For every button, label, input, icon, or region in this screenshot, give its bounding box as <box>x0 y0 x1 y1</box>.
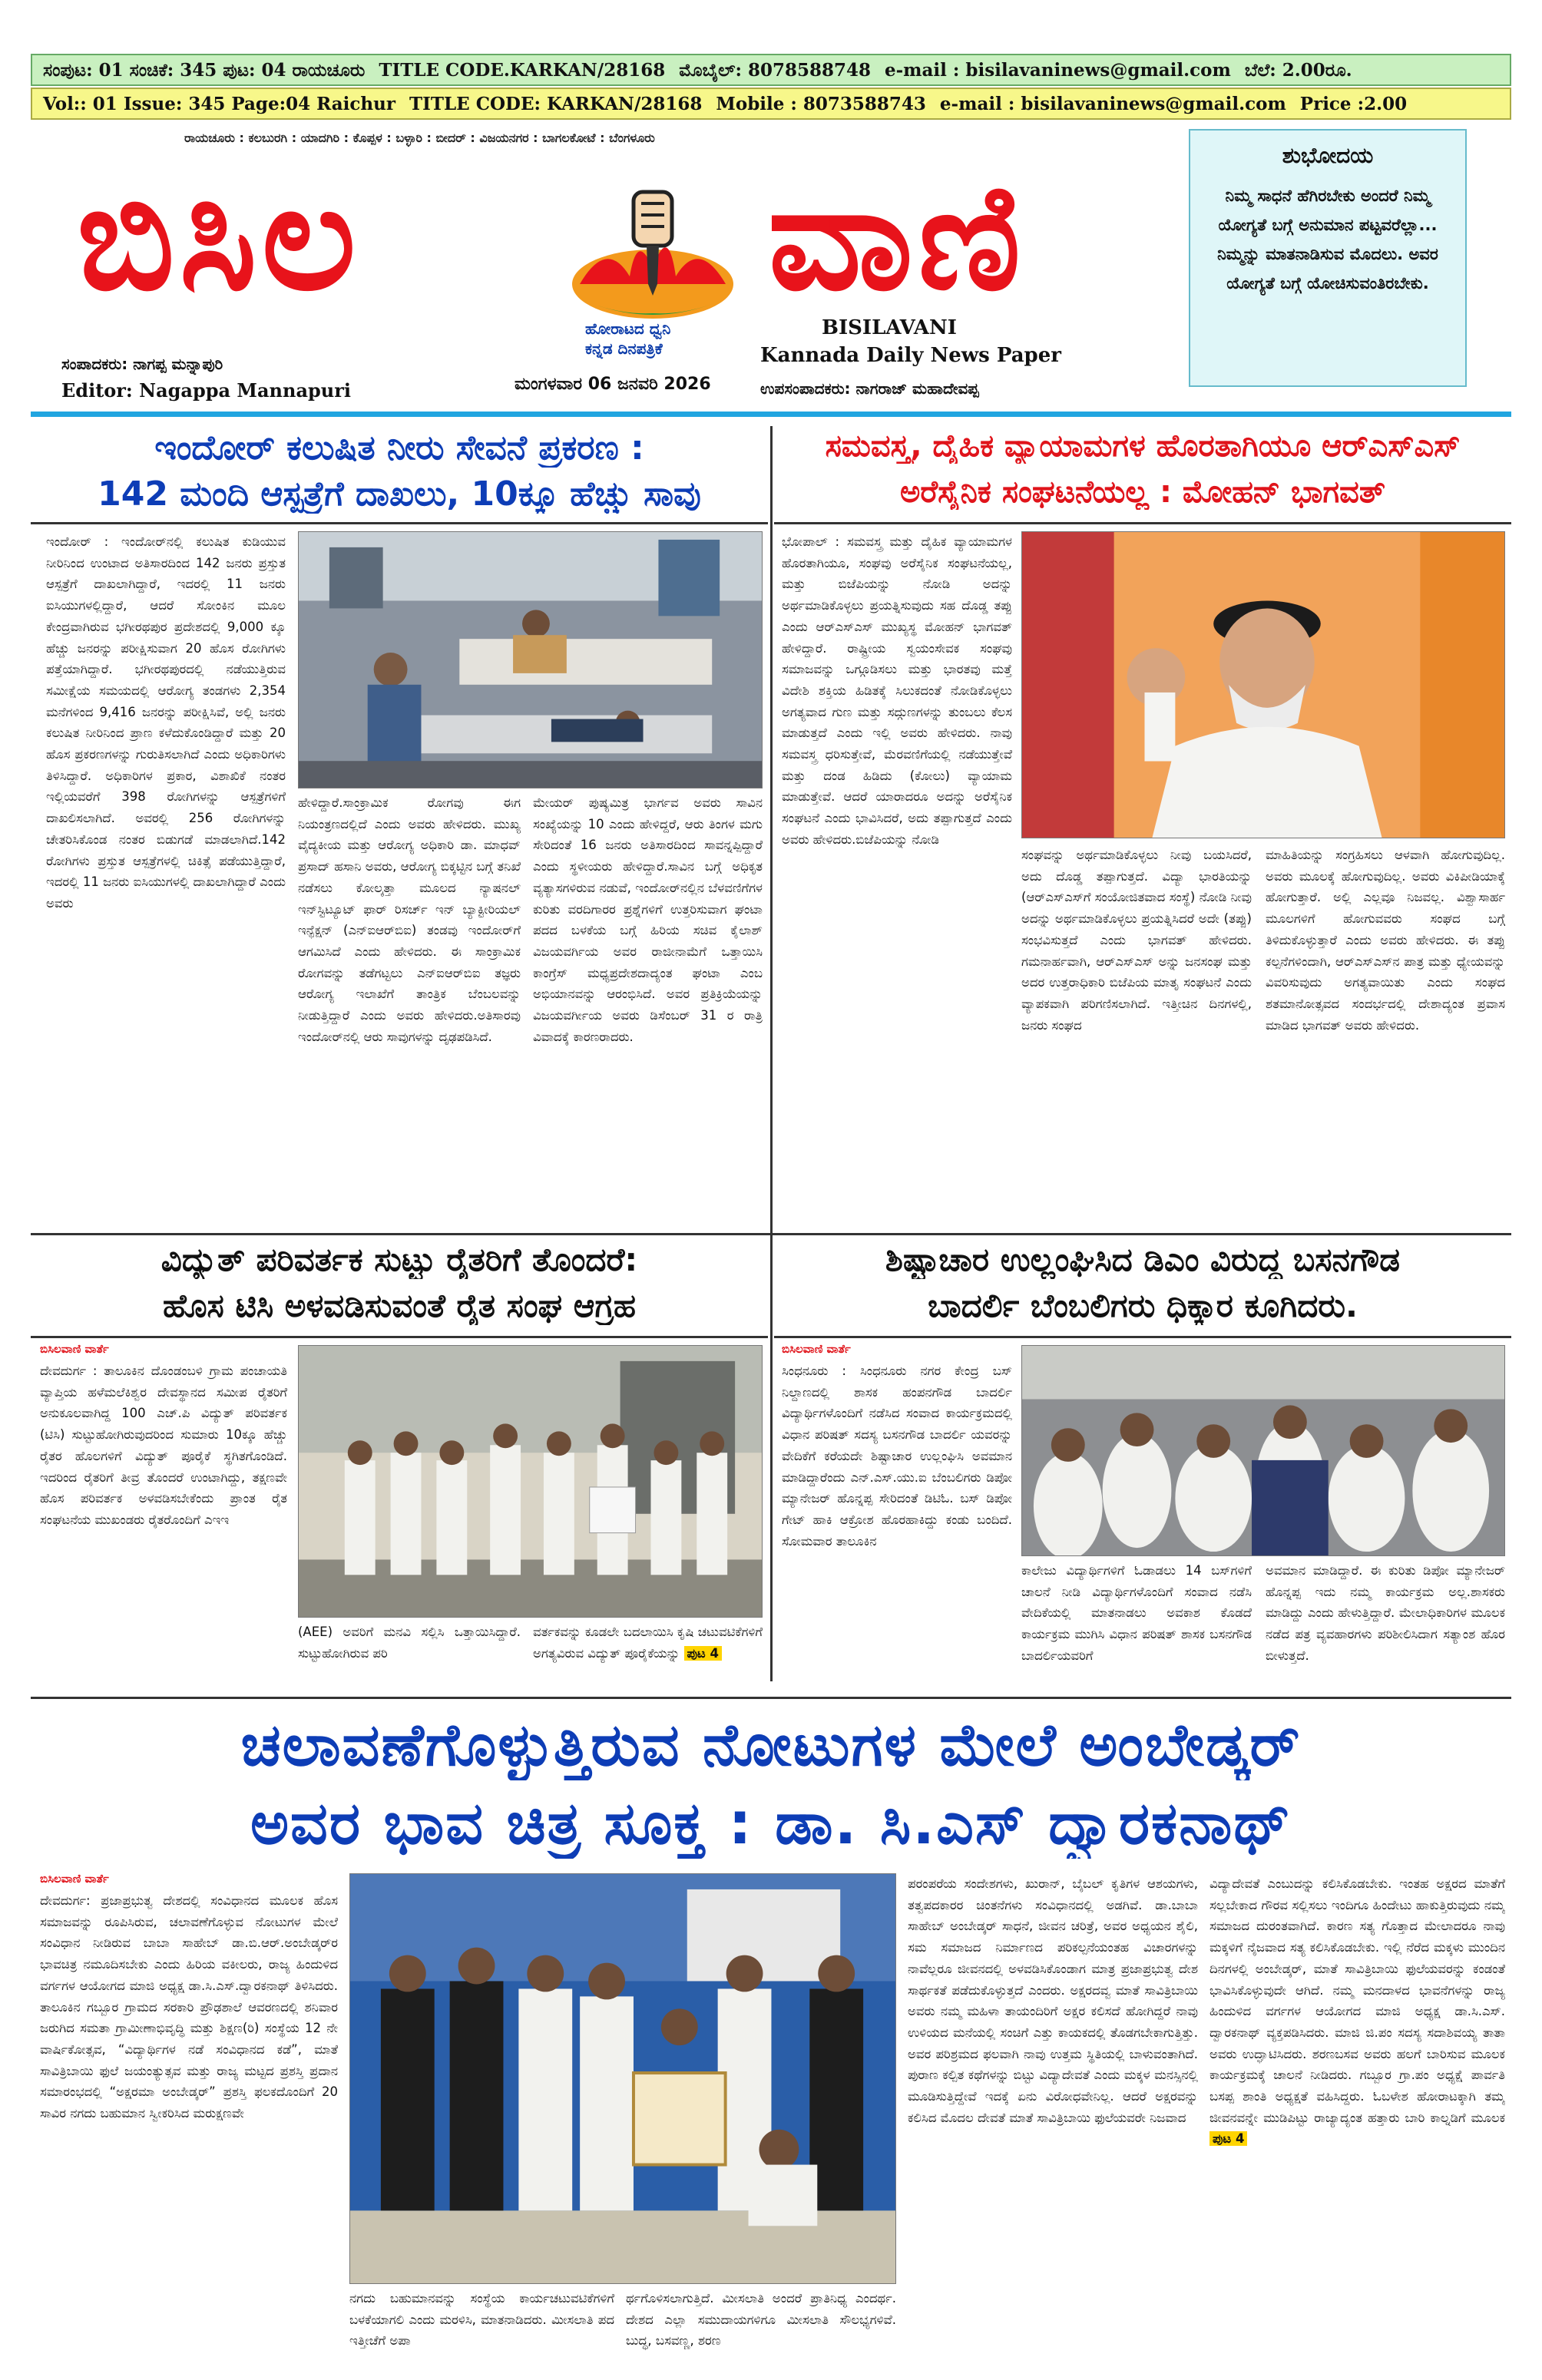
masthead <box>77 146 1183 369</box>
price: Price :2.00 <box>1299 93 1408 114</box>
story2-column-1: ಭೋಪಾಲ್ : ಸಮವಸ್ತ್ರ ಮತ್ತು ದೈಹಿಕ ವ್ಯಾಯಾಮಗಳ ಹೊರತಾಗಿಯೂ, ಸಂಘವು ಅರೆಸೈನಿಕ ಸಂಘಟನೆಯಲ್ಲ, ಮತ್ತು ಬಿಜೆಪಿಯನ್ನು ನೋಡಿ ಅದನ್ನು ಅರ್ಥಮಾಡಿಕೊಳ್ಳಲು ಪ್ರಯತ್ನಿಸುವುದು ಸಹ ದೊಡ್ಡ ತಪ್ಪು ಎಂದು ಆರ್‌ಎಸ್‌ಎಸ್ ಮುಖ್ಯಸ್ಥ ಮೋಹನ್ ಭಾಗವತ್ ಹೇಳಿದ್ದಾರೆ. ರಾಷ್ಟ್ರೀಯ ಸ್ವಯಂಸೇವಕ ಸಂಘವು ಸಮಾಜವನ್ನು ಒಗ್ಗೂಡಿಸಲು ಮತ್ತು ಭಾರತವು ಮತ್ತೆ ವಿದೇಶಿ ಶಕ್ತಿಯ ಹಿಡಿತಕ್ಕೆ ಸಿಲುಕದಂತೆ ನೋಡಿಕೊಳ್ಳಲು ಅಗತ್ಯವಾದ ಗುಣ ಮತ್ತು ಸದ್ಗುಣಗಳನ್ನು ತುಂಬಲು ಕೆಲಸ ಮಾಡುತ್ತದೆ ಎಂದು ಇಲ್ಲಿ ಅವರು ಹೇಳಿದರು. ನಾವು ಸಮವಸ್ತ್ರ ಧರಿಸುತ್ತೇವೆ, ಮೆರವಣಿಗೆಯಲ್ಲಿ ನಡೆಯುತ್ತೇವೆ ಮತ್ತು ದಂಡ ಹಿಡಿದು (ಕೋಲು) ವ್ಯಾಯಾಮ ಮಾಡುತ್ತೇವೆ. ಆದರೆ ಯಾರಾದರೂ ಅದನ್ನು ಅರೆಸೈನಿಕ ಸಂಘಟನೆ ಎಂದು ಭಾವಿಸಿದರೆ, ಅದು ತಪ್ಪಾಗುತ್ತದೆ ಎಂದು ಅವರು ಹೇಳಿದರು.ಬಿಜೆಪಿಯನ್ನು ನೋಡಿ <box>782 534 1012 847</box>
mobile-number: Mobile : 8073588743 <box>716 93 926 114</box>
story3-column-3 <box>533 1621 763 1691</box>
story5-column-1: ದೇವದುರ್ಗ: ಪ್ರಜಾಪ್ರಭುತ್ವ ದೇಶದಲ್ಲಿ ಸಂವಿಧಾನದ ಮೂಲಕ ಹೊಸ ಸಮಾಜವನ್ನು ರೂಪಿಸಿರುವ, ಚಲಾವಣೆಗೊಳ್ಳುವ ನೋಟುಗಳ ಮೇಲೆ ಸಂವಿಧಾನ ನೀಡಿರುವ ಬಾಬಾ ಸಾಹೇಬ್ ಡಾ.ಬಿ.ಆರ್.ಅಂಬೇಡ್ಕರ್‌ರ ಭಾವಚಿತ್ರ ನಮೂದಿಸಬೇಕು ಎಂದು ಹಿರಿಯ ವಕೀಲರು, ರಾಜ್ಯ ಹಿಂದುಳಿದ ವರ್ಗಗಳ ಆಯೋಗದ ಮಾಜಿ ಅಧ್ಯಕ್ಷ ಡಾ.ಸಿ.ಎಸ್.ದ್ವಾರಕನಾಥ್ ತಿಳಿಸಿದರು. ತಾಲೂಕಿನ ಗಬ್ಬೂರ ಗ್ರಾಮದ ಸರಕಾರಿ ಪ್ರೌಢಶಾಲೆ ಆವರಣದಲ್ಲಿ ಶನಿವಾರ ಜರುಗಿದ ಸಮತಾ ಗ್ರಾಮೀಣಾಭಿವೃದ್ಧಿ ಮತ್ತು ಶಿಕ್ಷಣ(ರಿ) ಸಂಸ್ಥೆಯ 12 ನೇ ವಾರ್ಷಿಕೋತ್ಸವ, “ವಿದ್ಯಾರ್ಥಿಗಳ ನಡೆ ಸಂವಿಧಾನದ ಕಡೆ”, ಮಾತೆ ಸಾವಿತ್ರಿಬಾಯಿ ಫುಲೆ ಜಯಂತ್ಯುತ್ಸವ ಮತ್ತು ರಾಜ್ಯ ಮಟ್ಟದ ಪ್ರಶಸ್ತಿ ಪ್ರದಾನ ಸಮಾರಂಭದಲ್ಲಿ “ಅಕ್ಷರಮಾ ಅಂಬೇಡ್ಕರ್” ಪ್ರಶಸ್ತಿ ಫಲಕದೊಂದಿಗೆ 20 ಸಾವಿರ ನಗದು ಬಹುಮಾನ ಸ್ವೀಕರಿಸಿದ ಮರುಕ್ಷಣವೇ <box>40 1893 338 2121</box>
title-code: TITLE CODE: KARKAN/28168 <box>409 93 703 114</box>
story4-headline-line1: ಶಿಷ್ಟಾಚಾರ ಉಲ್ಲಂಘಿಸಿದ ಡಿಎಂ ವಿರುದ್ಧ ಬಸನಗೌಡ <box>885 1241 1401 1278</box>
protest-crowd-photo <box>1021 1345 1505 1556</box>
page-center-divider <box>770 426 773 1681</box>
story3-column-1: ದೇವದುರ್ಗ : ತಾಲೂಕಿನ ದೊಂಡಂಬಳಿ ಗ್ರಾಮ ಪಂಚಾಯತಿ ವ್ಯಾಪ್ತಿಯ ಹಳೆಮಲೆಕಿಶ್ವರ ದೇವಸ್ಥಾನದ ಸಮೀಪ ರೈತರಿಗೆ ಅನುಕೂಲವಾಗಿದ್ದ 100 ಎಚ್.ಪಿ ವಿದ್ಯುತ್ ಪರಿವರ್ತಕ (ಟಿಸಿ) ಸುಟ್ಟುಹೋಗಿರುವುದರಿಂದ ಸುಮಾರು 10ಕ್ಕೂ ಹೆಚ್ಚು ರೈತರ ಹೊಲಗಳಿಗೆ ವಿದ್ಯುತ್ ಪೂರೈಕೆ ಸ್ಥಗಿತಗೊಂಡಿದೆ. ಇದರಿಂದ ರೈತರಿಗೆ ತೀವ್ರ ತೊಂದರೆ ಉಂಟಾಗಿದ್ದು, ತಕ್ಷಣವೇ ಹೊಸ ಪರಿವರ್ತಕ ಅಳವಡಿಸಬೇಕೆಂದು ಪ್ರಾಂತ ರೈತ ಸಂಘಟನೆಯ ಮುಖಂಡರು ರೈತರೊಂದಿಗೆ ಎಇಇ <box>40 1364 287 1527</box>
story4-reporter: ಬಿಸಿಲವಾಣಿ ವಾರ್ತೆ <box>782 1342 851 1356</box>
volume-info: ಸಂಪುಟ: 01 ಸಂಚಿಕೆ: 345 ಪುಟ: 04 ರಾಯಚೂರು <box>43 59 366 81</box>
story2-column-3: ಮಾಹಿತಿಯನ್ನು ಸಂಗ್ರಹಿಸಲು ಆಳವಾಗಿ ಹೋಗುವುದಿಲ್ಲ. ಅವರು ಮೂಲಕ್ಕೆ ಹೋಗುವುದಿಲ್ಲ. ಅವರು ವಿಕಿಪೀಡಿಯಾಕ್ಕೆ ಹೋಗುತ್ತಾರೆ. ಅಲ್ಲಿ ಎಲ್ಲವೂ ನಿಜವಲ್ಲ. ವಿಶ್ವಾಸಾರ್ಹ ಮೂಲಗಳಿಗೆ ಹೋಗುವವರು ಸಂಘದ ಬಗ್ಗೆ ತಿಳಿದುಕೊಳ್ಳುತ್ತಾರೆ ಎಂದು ಅವರು ಹೇಳಿದರು. ಈ ತಪ್ಪು ಕಲ್ಪನೆಗಳಿಂದಾಗಿ, ಆರ್‌ಎಸ್‌ಎಸ್‌ನ ಪಾತ್ರ ಮತ್ತು ಧ್ಯೇಯವನ್ನು ವಿವರಿಸುವುದು ಅಗತ್ಯವಾಯಿತು ಎಂದು ಸಂಘದ ಶತಮಾನೋತ್ಸವದ ಸಂದರ್ಭದಲ್ಲಿ ದೇಶಾದ್ಯಂತ ಪ್ರವಾಸ ಮಾಡಿದ ಭಾಗವತ್ ಅವರು ಹೇಳಿದರು. <box>1266 848 1505 1033</box>
story5-photo-caption-left: ನಗದು ಬಹುಮಾನವನ್ನು ಸಂಸ್ಥೆಯ ಕಾರ್ಯಚಟುವಟಿಕೆಗಳಿಗೆ ಬಳಕೆಯಾಗಲಿ ಎಂದು ಮರಳಿಸಿ, ಮಾತನಾಡಿದರು. ಮೀಸಲಾತಿ ಪದ ಇತ್ತೀಚೆಗೆ ಅಪಾ <box>349 2291 614 2349</box>
brand-name-english: BISILAVANI <box>822 316 957 339</box>
story2-headline-line1: ಸಮವಸ್ತ್ರ, ದೈಹಿಕ ವ್ಯಾಯಾಮಗಳ ಹೊರತಾಗಿಯೂ ಆರ್‌ಎಸ್‌ಎಸ್ <box>825 428 1461 464</box>
masthead-info-strip-kannada <box>31 54 1511 86</box>
divider <box>774 522 1511 524</box>
story5-headline-line1: ಚಲಾವಣೆಗೊಳ್ಳುತ್ತಿರುವ ನೋಟುಗಳ ಮೇಲೆ ಅಂಬೇಡ್ಕರ್ <box>240 1711 1302 1779</box>
story3-reporter: ಬಿಸಿಲವಾಣಿ ವಾರ್ತೆ <box>40 1342 109 1356</box>
price: ಬೆಲೆ: 2.00ರೂ. <box>1244 59 1352 81</box>
story4-headline-line2: ಬಾದರ್ಲಿ ಬೆಂಬಲಿಗರು ಧಿಕ್ಕಾರ ಕೂಗಿದರು. <box>928 1287 1358 1324</box>
story5-column-4-text: ವಿದ್ಯಾದೇವತೆ ಎಂಬುದನ್ನು ಕಲಿಸಿಕೊಡಬೇಕು. ಇಂತಹ ಅಕ್ಷರದ ಮಾತೆಗೆ ಸಲ್ಲಬೇಕಾದ ಗೌರವ ಸಲ್ಲಿಸಲು ಇಂದಿಗೂ ಹಿಂದೇಟು ಹಾಕುತ್ತಿರುವುದು ನಮ್ಮ ಸಮಾಜದ ದುರಂತವಾಗಿದೆ. ಕಾರಣ ಸತ್ಯ ಗೊತ್ತಾದ ಮೇಲಾದರೂ ನಾವು ಮಕ್ಕಳಿಗೆ ನೈಜವಾದ ಸತ್ಯ ಕಲಿಸಿಕೊಡಬೇಕು. ಇಲ್ಲಿ ನೆರೆದ ಮಕ್ಕಳು ಮುಂದಿನ ದಿನಗಳಲ್ಲಿ ಅಂಬೇಡ್ಕರ್, ಮಾತೆ ಸಾವಿತ್ರಿಬಾಯಿ ಫುಲೆಯವರನ್ನು ಕಂಡಂತೆ ಭಾವಿಸಿಕೊಳ್ಳುವುದೇ ಆಗಿದೆ. ನಮ್ಮ ಮನದಾಳದ ಭಾವನೆಗಳನ್ನು ರಾಜ್ಯ ಹಿಂದುಳಿದ ವರ್ಗಗಳ ಆಯೋಗದ ಮಾಜಿ ಅಧ್ಯಕ್ಷ ಡಾ.ಸಿ.ಎಸ್. ದ್ವಾರಕನಾಥ್ ವ್ಯಕ್ತಪಡಿಸಿದರು. ಮಾಜಿ ಜಿ.ಪಂ ಸದಸ್ಯ ಸದಾಶಿವಯ್ಯ ತಾತಾ ಅವರು ಉದ್ಘಾಟಿಸಿದರು. ಶರಣಬಸವ ಅವರು ಹಲಗೆ ಬಾರಿಸುವ ಮೂಲಕ ಕಾರ್ಯಕ್ರಮಕ್ಕೆ ಚಾಲನೆ ನೀಡಿದರು. ಗಬ್ಬೂರ ಗ್ರಾ.ಪಂ ಅಧ್ಯಕ್ಷೆ ಪಾರ್ವತಿ ಬಸಪ್ಪ ಶಾಂತಿ ಅಧ್ಯಕ್ಷತೆ ವಹಿಸಿದ್ದರು. ಓಬಳೇಶ ಹೋರಾಟಕ್ಕಾಗಿ ತಮ್ಮ ಜೀವನವನ್ನೇ ಮುಡಿಪಿಟ್ಟು ರಾಜ್ಯಾದ್ಯಂತ ಹತ್ತಾರು ಬಾರಿ ಕಾಲ್ನಡಿಗೆ ಮೂಲಕ <box>1209 1876 1505 2125</box>
good-morning-quote-box <box>1189 129 1467 387</box>
email: e-mail : bisilavaninews@gmail.com <box>884 59 1231 81</box>
edition-cities: ರಾಯಚೂರು : ಕಲಬುರಗಿ : ಯಾದಗಿರಿ : ಕೊಪ್ಪಳ : ಬಳ್ಳಾರಿ : ಬೀದರ್ : ವಿಜಯನಗರ : ಬಾಗಲಕೋಟೆ : ಬೆಂಗಳೂರು <box>184 131 655 145</box>
story5-headline-line2: ಅವರ ಭಾವ ಚಿತ್ರ ಸೂಕ್ತ : ಡಾ. ಸಿ.ಎಸ್ ದ್ವಾರಕನಾಥ್ <box>250 1789 1292 1857</box>
divider <box>774 1336 1511 1338</box>
section-divider <box>31 1233 1511 1235</box>
story5-continued-marker: ಪುಟ 4 <box>1209 2131 1247 2146</box>
story1-column-2: ಹೇಳಿದ್ದಾರೆ.ಸಾಂಕ್ರಾಮಿಕ ರೋಗವು ಈಗ ನಿಯಂತ್ರಣದಲ್ಲಿದೆ ಎಂದು ಅವರು ಹೇಳಿದರು. ಮುಖ್ಯ ವೈದ್ಯಕೀಯ ಮತ್ತು ಆರೋಗ್ಯ ಅಧಿಕಾರಿ ಡಾ. ಮಾಧವ್ ಪ್ರಸಾದ್ ಹಸಾನಿ ಅವರು, ಆರೋಗ್ಯ ಬಿಕ್ಕಟ್ಟಿನ ಬಗ್ಗೆ ತನಿಖೆ ನಡೆಸಲು ಕೋಲ್ಕತ್ತಾ ಮೂಲದ ನ್ಯಾಷನಲ್ ಇನ್‌ಸ್ಟಿಟ್ಯೂಟ್ ಫಾರ್ ರಿಸರ್ಚ್ ಇನ್ ಬ್ಯಾಕ್ಟೀರಿಯಲ್ ಇನ್ಫೆಕ್ಷನ್ (ಎನ್‌ಐಆರ್‌ಬಿಐ) ತಂಡವು ಇಂದೋರ್‌ಗೆ ಆಗಮಿಸಿದೆ ಎಂದು ಹೇಳಿದರು. ಈ ಸಾಂಕ್ರಾಮಿಕ ರೋಗವನ್ನು ತಡೆಗಟ್ಟಲು ಎನ್‌ಐಆರ್‌ಬಿಐ ತಜ್ಞರು ಆರೋಗ್ಯ ಇಲಾಖೆಗೆ ತಾಂತ್ರಿಕ ಬೆಂಬಲವನ್ನು ನೀಡುತ್ತಿದ್ದಾರೆ ಎಂದು ಅವರು ಹೇಳಿದರು.ಅತಿಸಾರವು ಇಂದೋರ್‌ನಲ್ಲಿ ಆರು ಸಾವುಗಳನ್ನು ದೃಢಪಡಿಸಿದೆ. <box>298 795 521 1044</box>
mohan-bhagwat-speech-photo <box>1021 531 1505 838</box>
story3-headline-line1: ವಿದ್ಯುತ್ ಪರಿವರ್ತಕ ಸುಟ್ಟು ರೈತರಿಗೆ ತೊಂದರೆ: <box>160 1241 638 1278</box>
fist-pen-emblem-icon <box>561 169 745 322</box>
editor-english: Editor: Nagappa Mannapuri <box>61 379 351 402</box>
story3-headline-line2: ಹೊಸ ಟಿಸಿ ಅಳವಡಿಸುವಂತೆ ರೈತ ಸಂಘ ಆಗ್ರಹ <box>162 1287 637 1324</box>
story3-column-3-text: ವರ್ತಕವನ್ನು ಕೂಡಲೇ ಬದಲಾಯಿಸಿ ಕೃಷಿ ಚಟುವಟಿಕೆಗಳಿಗೆ ಅಗತ್ಯವಿರುವ ವಿದ್ಯುತ್ ಪೂರೈಕೆಯನ್ನು <box>533 1625 763 1661</box>
masthead-title-left: ಬಿಸಿಲ <box>77 153 361 322</box>
brand-subtitle: Kannada Daily News Paper <box>760 344 1061 367</box>
quote-text: ನಿಮ್ಮ ಸಾಧನೆ ಹೆಗಿರಬೇಕು ಅಂದರೆ ನಿಮ್ಮ ಯೋಗ್ಯತೆ ಬಗ್ಗೆ ಅನುಮಾನ ಪಟ್ಟವರೆಲ್ಲಾ... ನಿಮ್ಮನ್ನು ಮಾತನಾಡಿಸುವ ಮೊದಲು. ಅವರ ಯೋಗ್ಯತೆ ಬಗ್ಗೆ ಯೋಚಿಸುವಂತಿರಬೇಕು. <box>1217 187 1438 293</box>
story4-column-2: ಕಾಲೇಜು ವಿದ್ಯಾರ್ಥಿಗಳಿಗೆ ಓಡಾಡಲು 14 ಬಸ್‌ಗಳಿಗೆ ಚಾಲನೆ ನೀಡಿ ವಿದ್ಯಾರ್ಥಿಗಳೊಂದಿಗೆ ಸಂವಾದ ನಡೆಸಿ ವೇದಿಕೆಯಲ್ಲಿ ಮಾತನಾಡಲು ಅವಕಾಶ ಕೊಡದೆ ಕಾರ್ಯಕ್ರಮ ಮುಗಿಸಿ ವಿಧಾನ ಪರಿಷತ್ ಶಾಸಕ ಬಸನಗೌಡ ಬಾದರ್ಲಿಯವರಿಗೆ <box>1021 1563 1252 1663</box>
masthead-title-right: ವಾಣಿ <box>768 153 1026 322</box>
story5-reporter: ಬಿಸಿಲವಾಣಿ ವಾರ್ತೆ <box>40 1872 109 1886</box>
section-divider <box>31 1697 1511 1699</box>
quote-title: ಶುಭೋದಯ <box>1282 143 1374 168</box>
tagline-voice: ಹೋರಾಟದ ಧ್ವನಿ <box>585 319 671 338</box>
story5-column-4 <box>1209 1873 1505 2365</box>
story2-column-2: ಸಂಘವನ್ನು ಅರ್ಥಮಾಡಿಕೊಳ್ಳಲು ನೀವು ಬಯಸಿದರೆ, ಅದು ದೊಡ್ಡ ತಪ್ಪಾಗುತ್ತದೆ. ವಿದ್ಯಾ ಭಾರತಿಯನ್ನು (ಆರ್‌ಎಸ್‌ಎಸ್‌ಗೆ ಸಂಯೋಜಿತವಾದ ಸಂಸ್ಥೆ) ನೋಡಿ ನೀವು ಅದನ್ನು ಅರ್ಥಮಾಡಿಕೊಳ್ಳಲು ಪ್ರಯತ್ನಿಸಿದರೆ ಅದೇ (ತಪ್ಪು) ಸಂಭವಿಸುತ್ತದೆ ಎಂದು ಭಾಗವತ್ ಹೇಳಿದರು. ಗಮನಾರ್ಹವಾಗಿ, ಆರ್‌ಎಸ್‌ಎಸ್ ಅನ್ನು ಜನಸಂಘ ಮತ್ತು ಅದರ ಉತ್ತರಾಧಿಕಾರಿ ಬಿಜೆಪಿಯ ಮಾತೃ ಸಂಘಟನೆ ಎಂದು ವ್ಯಾಪಕವಾಗಿ ಪರಿಗಣಿಸಲಾಗಿದೆ. ಇತ್ತೀಚಿನ ದಿನಗಳಲ್ಲಿ, ಜನರು ಸಂಘದ <box>1021 848 1252 1033</box>
story4-column-3: ಅವಮಾನ ಮಾಡಿದ್ದಾರೆ. ಈ ಕುರಿತು ಡಿಪೋ ಮ್ಯಾನೇಜರ್ ಹೊನ್ನಪ್ಪ ಇದು ನಮ್ಮ ಕಾರ್ಯಕ್ರಮ ಅಲ್ಲ.ಶಾಸಕರು ಮಾಡಿದ್ದು ಎಂದು ಹೇಳುತ್ತಿದ್ದಾರೆ. ಮೇಲಾಧಿಕಾರಿಗಳ ಮೂಲಕ ನಡೆದ ಪತ್ರ ವ್ಯವಹಾರಗಳು ಪರಿಶೀಲಿಸಿದಾಗ ಸತ್ಯಾಂಶ ಹೊರ ಬೀಳುತ್ತದೆ. <box>1266 1563 1505 1663</box>
sub-editor: ಉಪಸಂಪಾದಕರು: ನಾಗರಾಜ್ ಮಹಾದೇವಪ್ಪ <box>760 379 979 398</box>
masthead-info-strip-english <box>31 88 1511 120</box>
divider <box>31 1336 768 1338</box>
story2-headline-line2: ಅರೆಸೈನಿಕ ಸಂಘಟನೆಯಲ್ಲ : ಮೋಹನ್ ಭಾಗವತ್ <box>900 474 1385 510</box>
story4-column-1: ಸಿಂಧನೂರು : ಸಿಂಧನೂರು ನಗರ ಕೇಂದ್ರ ಬಸ್ ನಿಲ್ದಾಣದಲ್ಲಿ ಶಾಸಕ ಹಂಪನಗೌಡ ಬಾದರ್ಲಿ ವಿದ್ಯಾರ್ಥಿಗಳೊಂದಿಗೆ ನಡೆಸಿದ ಸಂವಾದ ಕಾರ್ಯಕ್ರಮದಲ್ಲಿ ವಿಧಾನ ಪರಿಷತ್ ಸದಸ್ಯ ಬಸನಗೌಡ ಬಾದರ್ಲಿ ಯವರನ್ನು ವೇದಿಕೆಗೆ ಕರೆಯದೇ ಶಿಷ್ಟಾಚಾರ ಉಲ್ಲಂಘಿಸಿ ಅವಮಾನ ಮಾಡಿದ್ದಾರೆಂದು ಎನ್.ಎಸ್.ಯು.ಐ ಬೆಂಬಲಿಗರು ಡಿಪೋ ಮ್ಯಾನೇಜರ್ ಹೊನ್ನಪ್ಪ ಸೇರಿದಂತೆ ಡಿಟಿಓ. ಬಸ್ ಡಿಪೋ ಗೇಟ್ ಹಾಕಿ ಆಕ್ರೋಶ ಹೊರಹಾಕಿದ್ದು ಕಂಡು ಬಂದಿದೆ. ಸೋಮವಾರ ತಾಲೂಕಿನ <box>782 1364 1012 1549</box>
story1-headline-line1: ಇಂದೋರ್ ಕಲುಷಿತ ನೀರು ಸೇವನೆ ಪ್ರಕರಣ : <box>154 428 644 468</box>
award-ceremony-photo <box>349 1873 896 2284</box>
farmers-memorandum-photo <box>298 1345 763 1618</box>
story1-column-3: ಮೇಯರ್ ಪುಷ್ಯಮಿತ್ರ ಭಾರ್ಗವ ಅವರು ಸಾವಿನ ಸಂಖ್ಯೆಯನ್ನು 10 ಎಂದು ಹೇಳಿದ್ದರೆ, ಆರು ತಿಂಗಳ ಮಗು ಸೇರಿದಂತೆ 16 ಜನರು ಅತಿಸಾರದಿಂದ ಸಾವನ್ನಪ್ಪಿದ್ದಾರೆ ಎಂದು ಸ್ಥಳೀಯರು ಹೇಳಿದ್ದಾರೆ.ಸಾವಿನ ಬಗ್ಗೆ ಅಧಿಕೃತ ವ್ಯತ್ಯಾಸಗಳಿರುವ ನಡುವೆ, ಇಂದೋರ್‌ನಲ್ಲಿನ ಬೆಳವಣಿಗೆಗಳ ಕುರಿತು ವರದಿಗಾರರ ಪ್ರಶ್ನೆಗಳಿಗೆ ಉತ್ತರಿಸುವಾಗ ಘಂಟಾ ಪದದ ಬಳಕೆಯ ಬಗ್ಗೆ ಹಿರಿಯ ಸಚಿವ ಕೈಲಾಶ್ ವಿಜಯವರ್ಗಿಯ ಅವರ ರಾಜೀನಾಮೆಗೆ ಒತ್ತಾಯಿಸಿ ಕಾಂಗ್ರೆಸ್ ಮಧ್ಯಪ್ರದೇಶದಾದ್ಯಂತ ಘಂಟಾ ಎಂಬ ಅಭಿಯಾನವನ್ನು ಆರಂಭಿಸಿದೆ. ಅವರ ಪ್ರತಿಕ್ರಿಯೆಯನ್ನು ವಿಜಯವರ್ಗೀಯ ಅವರು ಡಿಸೆಂಬರ್ 31 ರ ರಾತ್ರಿ ವಿವಾದಕ್ಕೆ ಕಾರಣರಾದರು. <box>533 795 763 1044</box>
volume-info: Vol:: 01 Issue: 345 Page:04 Raichur <box>43 93 395 114</box>
masthead-divider <box>31 412 1511 417</box>
story5-photo-caption-right: ರ್ಥಗೊಳಿಸಲಾಗುತ್ತಿದೆ. ಮೀಸಲಾತಿ ಅಂದರೆ ಪ್ರಾತಿನಿಧ್ಯ ಎಂದರ್ಥ. ದೇಶದ ಎಲ್ಲಾ ಸಮುದಾಯಗಳಿಗೂ ಮೀಸಲಾತಿ ಸೌಲಭ್ಯಗಳಿವೆ. ಬುದ್ಧ, ಬಸವಣ್ಣ, ಶರಣ <box>626 2291 896 2349</box>
email: e-mail : bisilavaninews@gmail.com <box>939 93 1286 114</box>
story1-column-1: ಇಂದೋರ್ : ಇಂದೋರ್‌ನಲ್ಲಿ ಕಲುಷಿತ ಕುಡಿಯುವ ನೀರಿನಿಂದ ಉಂಟಾದ ಅತಿಸಾರದಿಂದ 142 ಜನರು ಪ್ರಸ್ತುತ ಆಸ್ಪತ್ರೆಗೆ ದಾಖಲಾಗಿದ್ದಾರೆ, ಇದರಲ್ಲಿ 11 ಜನರು ಐಸಿಯುಗಳಲ್ಲಿದ್ದಾರೆ, ಆದರೆ ಸೋಂಕಿನ ಮೂಲ ಕೇಂದ್ರವಾಗಿರುವ ಭಗೀರಥಪುರ ಪ್ರದೇಶದಲ್ಲಿ 9,000 ಕ್ಕೂ ಹೆಚ್ಚು ಜನರನ್ನು ಪರೀಕ್ಷಿಸುವಾಗ 20 ಹೊಸ ರೋಗಿಗಳು ಪತ್ತೆಯಾಗಿದ್ದಾರೆ. ಭಗೀರಥಪುರದಲ್ಲಿ ನಡೆಯುತ್ತಿರುವ ಸಮೀಕ್ಷೆಯ ಸಮಯದಲ್ಲಿ ಆರೋಗ್ಯ ತಂಡಗಳು 2,354 ಮನೆಗಳಿಂದ 9,416 ಜನರನ್ನು ಪರೀಕ್ಷಿಸಿವೆ, ಅಲ್ಲಿ ಜನರು ಕಲುಷಿತ ನೀರಿನಿಂದ ಪ್ರಾಣ ಕಳೆದುಕೊಂಡಿದ್ದಾರೆ ಮತ್ತು 20 ಹೊಸ ಪ್ರಕರಣಗಳನ್ನು ಗುರುತಿಸಲಾಗಿದೆ ಎಂದು ಅಧಿಕಾರಿಗಳು ತಿಳಿಸಿದ್ದಾರೆ. ಅಧಿಕಾರಿಗಳ ಪ್ರಕಾರ, ವಿಶಾಖಿಕೆ ನಂತರ ಇಲ್ಲಿಯವರೆಗೆ 398 ರೋಗಿಗಳನ್ನು ಆಸ್ಪತ್ರೆಗಳಿಗೆ ದಾಖಲಿಸಲಾಗಿದೆ. ಅವರಲ್ಲಿ 256 ರೋಗಿಗಳನ್ನು ಚೇತರಿಸಿಕೊಂಡ ನಂತರ ಬಿಡುಗಡೆ ಮಾಡಲಾಗಿದೆ.142 ರೋಗಿಗಳು ಪ್ರಸ್ತುತ ಆಸ್ಪತ್ರೆಗಳಲ್ಲಿ ಚಿಕಿತ್ಸೆ ಪಡೆಯುತ್ತಿದ್ದಾರೆ, ಇದರಲ್ಲಿ 11 ಜನರು ಐಸಿಯುಗಳಲ್ಲಿ ದಾಖಲಾಗಿದ್ದಾರೆ ಎಂದು ಅವರು <box>46 534 286 911</box>
mobile-number: ಮೊಬೈಲ್: 8078588748 <box>679 59 871 81</box>
divider <box>31 522 768 524</box>
story3-column-2: (AEE) ಅವರಿಗೆ ಮನವಿ ಸಲ್ಲಿಸಿ ಒತ್ತಾಯಿಸಿದ್ದಾರೆ. ಸುಟ್ಟುಹೋಗಿರುವ ಪರಿ <box>298 1625 521 1661</box>
story1-headline-line2: 142 ಮಂದಿ ಆಸ್ಪತ್ರೆಗೆ ದಾಖಲು, 10ಕ್ಕೂ ಹೆಚ್ಚು ಸಾವು <box>98 474 701 514</box>
issue-date: ಮಂಗಳವಾರ 06 ಜನವರಿ 2026 <box>515 375 711 394</box>
tagline-daily: ಕನ್ನಡ ದಿನಪತ್ರಿಕೆ <box>585 339 663 358</box>
title-code: TITLE CODE.KARKAN/28168 <box>379 59 666 81</box>
story3-continued-marker: ಪುಟ 4 <box>684 1646 722 1661</box>
editor-kannada: ಸಂಪಾದಕರು: ನಾಗಪ್ಪ ಮನ್ನಾಪುರಿ <box>61 355 223 373</box>
hospital-patients-photo <box>298 531 763 788</box>
story5-column-3: ಪರಂಪರೆಯ ಸಂದೇಶಗಳು, ಖುರಾನ್, ಬೈಬಲ್ ಕೃತಿಗಳ ಆಶಯಗಳು, ತತ್ವಪದಕಾರರ ಚಿಂತನೆಗಳು ಸಂವಿಧಾನದಲ್ಲಿ ಅಡಗಿವೆ. ಡಾ.ಬಾಬಾ ಸಾಹೇಬ್ ಅಂಬೇಡ್ಕರ್ ಸಾಧನೆ, ಜೀವನ ಚರಿತ್ರೆ, ಅವರ ಅಧ್ಯಯನ ಶೈಲಿ, ಸಮ ಸಮಾಜದ ನಿರ್ಮಾಣದ ಪರಿಕಲ್ಪನೆಯಂತಹ ವಿಚಾರಗಳನ್ನು ನಾವೆಲ್ಲರೂ ಜೀವನದಲ್ಲಿ ಅಳವಡಿಸಿಕೊಂಡಾಗ ಮಾತ್ರ ಪ್ರಜಾಪ್ರಭುತ್ವ ದೇಶ ಸಾರ್ಥಕತೆ ಪಡೆದುಕೊಳ್ಳುತ್ತದೆ ಎಂದರು. ಅಕ್ಷರದವ್ವ ಮಾತೆ ಸಾವಿತ್ರಿಬಾಯಿ ಅವರು ನಮ್ಮ ಮಹಿಳಾ ತಾಯಂದಿರಿಗೆ ಅಕ್ಷರ ಕಲಿಸದೆ ಹೋಗಿದ್ದರೆ ನಾವು ಉಳಿಯದ ಮನೆಯಲ್ಲಿ ಸಂಚಿಗೆ ಎತ್ತು ಕಾಯಕದಲ್ಲಿ ತೊಡಗಬೇಕಾಗುತ್ತಿತ್ತು. ಅವರ ಪರಿಶ್ರಮದ ಫಲವಾಗಿ ನಾವು ಉತ್ತಮ ಸ್ಥಿತಿಯಲ್ಲಿ ಬಾಳುವಂತಾಗಿದೆ. ಪುರಾಣ ಕಲ್ಪಿತ ಕಥೆಗಳನ್ನು ಬಿಟ್ಟು ವಿದ್ಯಾದೇವತೆ ಎಂದು ಮಕ್ಕಳ ಮನಸ್ಸಿನಲ್ಲಿ ಮೂಡಿಸುತ್ತಿದ್ದೇವೆ ಇದಕ್ಕೆ ಏನು ವಿರೋಧವೇನಿಲ್ಲ. ಆದರೆ ಅಕ್ಷರವನ್ನು ಕಲಿಸಿದ ಮೊದಲ ದೇವತೆ ಮಾತೆ ಸಾವಿತ್ರಿಬಾಯಿ ಫುಲೆಯವರೇ ನಿಜವಾದ <box>908 1876 1198 2125</box>
